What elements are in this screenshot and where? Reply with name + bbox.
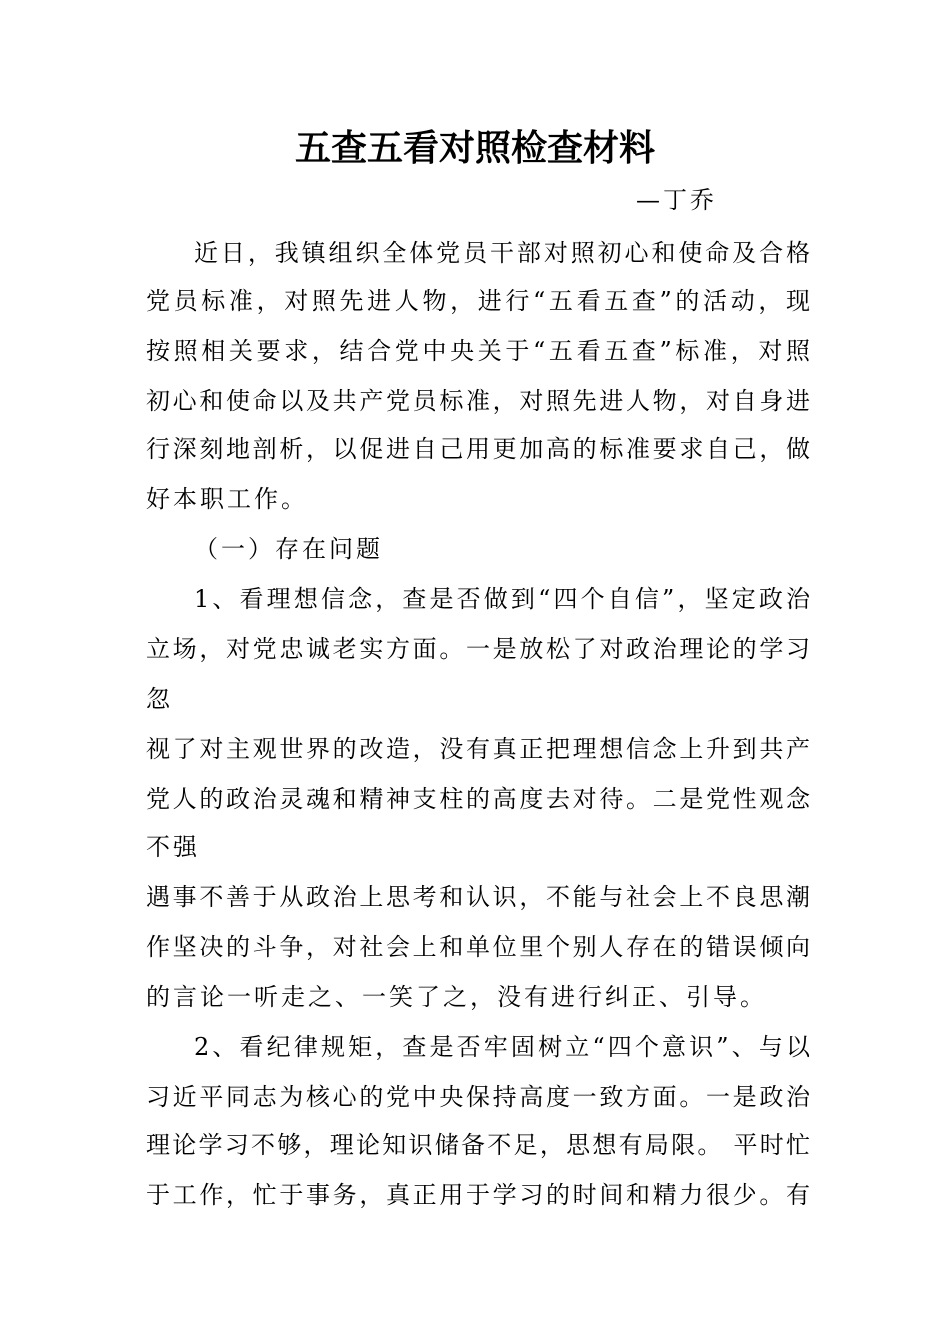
paragraph-line: 初心和使命以及共产党员标准，对照先进人物，对自身进 [146,387,810,415]
paragraph-line: 遇事不善于从政治上思考和认识，不能与社会上不良思潮 [146,883,810,911]
author-signature: —丁乔 [636,186,717,214]
paragraph-line: 近日，我镇组织全体党员干部对照初心和使命及合格 [194,239,810,267]
paragraph-line: 视了对主观世界的改造，没有真正把理想信念上升到共产 [146,735,810,763]
paragraph-line: 好本职工作。 [146,485,308,513]
paragraph-line: 作坚决的斗争，对社会上和单位里个别人存在的错误倾向 [146,933,810,961]
paragraph-line: 1、看理想信念，查是否做到“四个自信”，坚定政治 [194,585,810,613]
paragraph-line: 按照相关要求，结合党中央关于“五看五查”标准，对照 [146,337,810,365]
page-title: 五查五看对照检查材料 [294,127,655,169]
paragraph-line: 党人的政治灵魂和精神支柱的高度去对待。二是党性观念 [146,785,810,813]
paragraph-line: 忽 [146,685,173,713]
paragraph-line: 党员标准，对照先进人物，进行“五看五查”的活动，现 [146,287,810,315]
section-heading: （一）存在问题 [194,535,383,563]
paragraph-line: 习近平同志为核心的党中央保持高度一致方面。一是政治 [146,1083,810,1111]
paragraph-line: 立场，对党忠诚老实方面。一是放松了对政治理论的学习 [146,635,810,663]
paragraph-line: 2、看纪律规矩，查是否牢固树立“四个意识”、与以 [194,1033,810,1061]
paragraph-line: 不强 [146,833,200,861]
paragraph-line: 理论学习不够，理论知识储备不足，思想有局限。 平时忙 [146,1131,810,1159]
paragraph-line: 行深刻地剖析，以促进自己用更加高的标准要求自己，做 [146,435,810,463]
paragraph-line: 的言论一听走之、一笑了之，没有进行纠正、引导。 [146,983,767,1011]
paragraph-line: 于工作，忙于事务，真正用于学习的时间和精力很少。有 [146,1181,810,1209]
